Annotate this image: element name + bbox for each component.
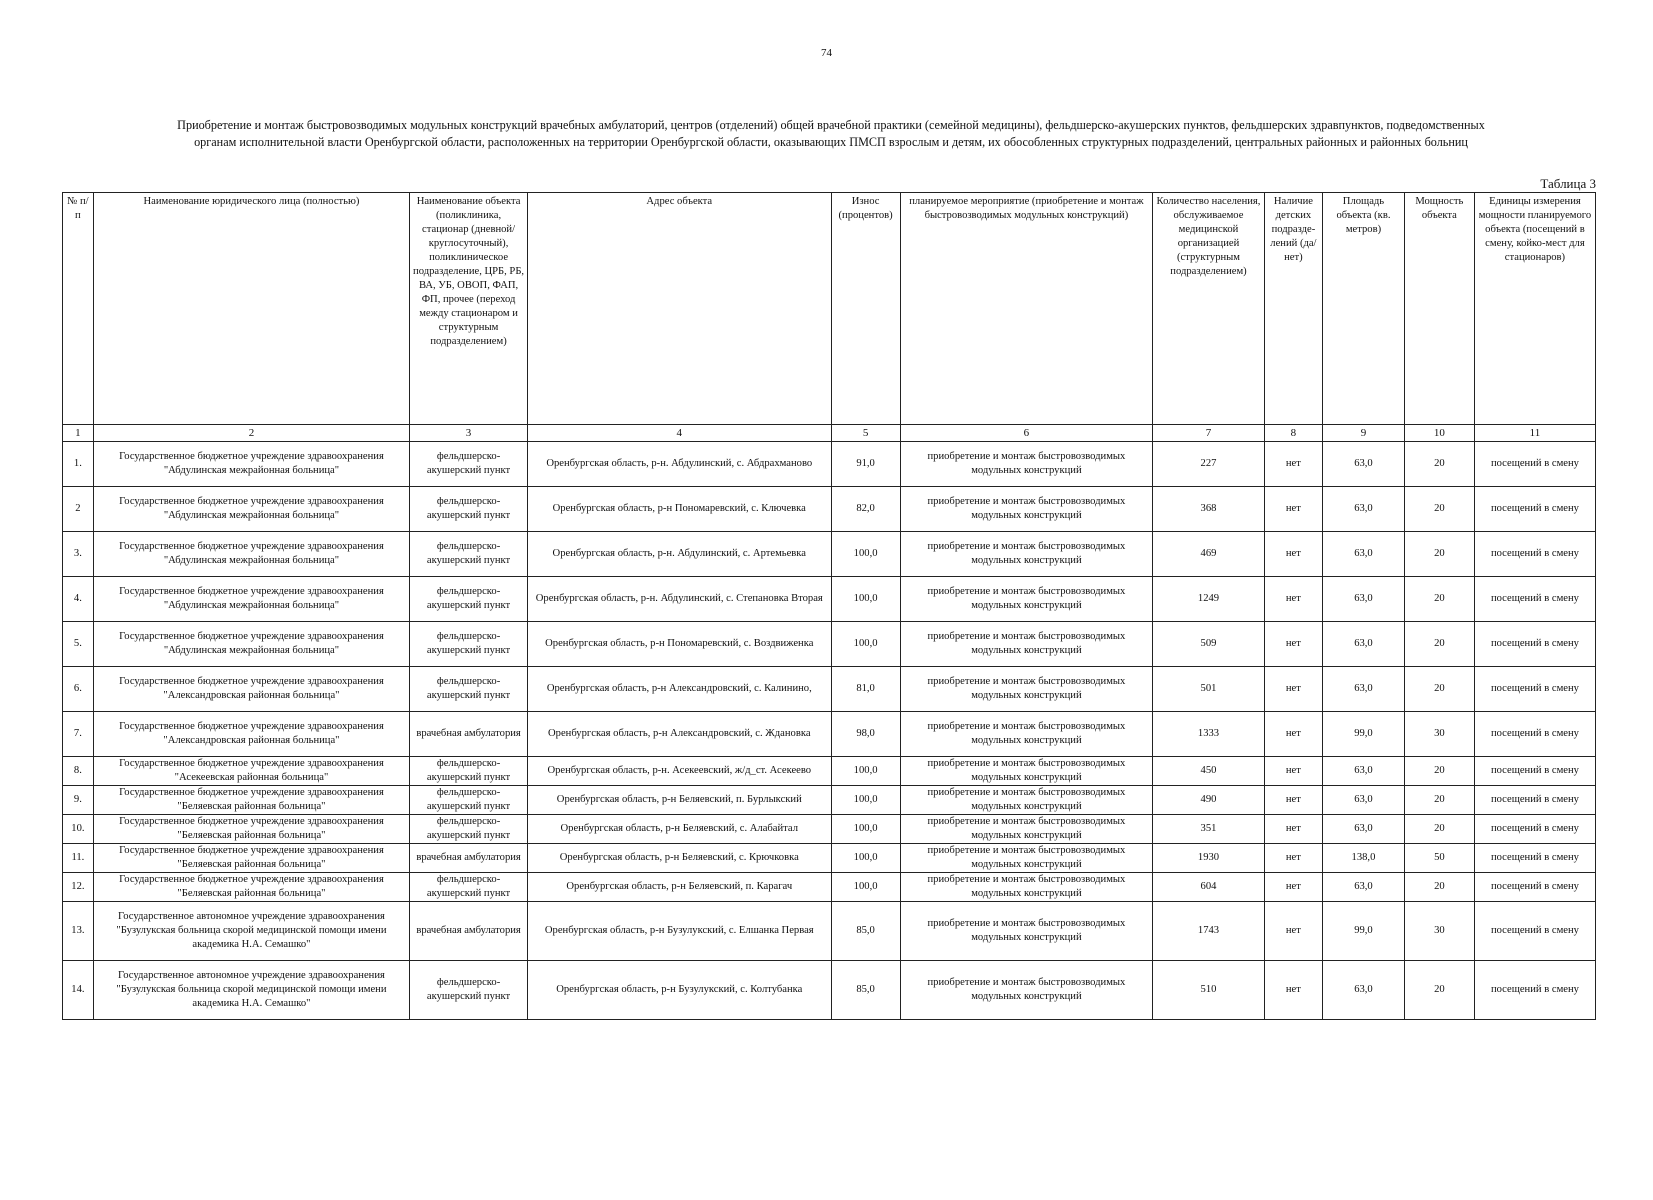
children-units-cell: нет bbox=[1264, 667, 1322, 712]
legal-entity-cell: Государственное бюджетное учреждение здравоохранения "Беляевская районная больница" bbox=[93, 815, 409, 844]
wear-cell: 100,0 bbox=[831, 873, 900, 902]
population-cell: 604 bbox=[1153, 873, 1264, 902]
row-number: 4. bbox=[63, 577, 94, 622]
object-name-cell: фельдшерско-акушерский пункт bbox=[410, 873, 528, 902]
row-number: 9. bbox=[63, 786, 94, 815]
area-cell: 99,0 bbox=[1323, 902, 1405, 961]
capacity-unit-cell: посещений в смену bbox=[1474, 902, 1595, 961]
address-cell: Оренбургская область, р-н. Абдулинский, с. Артемьевка bbox=[527, 532, 831, 577]
legal-entity-cell: Государственное бюджетное учреждение здравоохранения "Абдулинская межрайонная больница" bbox=[93, 442, 409, 487]
capacity-unit-cell: посещений в смену bbox=[1474, 786, 1595, 815]
table-row bbox=[63, 844, 1596, 873]
planned-event-cell: приобретение и монтаж быстровозводимых модульных конструкций bbox=[900, 622, 1153, 667]
table-row bbox=[63, 815, 1596, 844]
table-row bbox=[63, 873, 1596, 902]
address-cell: Оренбургская область, р-н Бузулукский, с. Колтубанка bbox=[527, 961, 831, 1020]
address-cell: Оренбургская область, р-н Бузулукский, с. Елшанка Первая bbox=[527, 902, 831, 961]
column-number: 11 bbox=[1474, 425, 1595, 442]
object-name-cell: фельдшерско-акушерский пункт bbox=[410, 757, 528, 786]
object-name-cell: врачебная амбулатория bbox=[410, 902, 528, 961]
object-name-cell: фельдшерско-акушерский пункт bbox=[410, 667, 528, 712]
legal-entity-cell: Государственное бюджетное учреждение здравоохранения "Беляевская районная больница" bbox=[93, 786, 409, 815]
children-units-cell: нет bbox=[1264, 815, 1322, 844]
table-row bbox=[63, 487, 1596, 532]
row-number: 11. bbox=[63, 844, 94, 873]
wear-cell: 100,0 bbox=[831, 532, 900, 577]
address-cell: Оренбургская область, р-н. Абдулинский, с. Степановка Вторая bbox=[527, 577, 831, 622]
object-name-cell: фельдшерско-акушерский пункт bbox=[410, 442, 528, 487]
population-cell: 368 bbox=[1153, 487, 1264, 532]
page-number: 74 bbox=[821, 47, 832, 59]
wear-cell: 100,0 bbox=[831, 577, 900, 622]
area-cell: 63,0 bbox=[1323, 815, 1405, 844]
row-number: 12. bbox=[63, 873, 94, 902]
object-name-cell: фельдшерско-акушерский пункт bbox=[410, 532, 528, 577]
column-number: 10 bbox=[1404, 425, 1474, 442]
capacity-unit-cell: посещений в смену bbox=[1474, 622, 1595, 667]
row-number: 14. bbox=[63, 961, 94, 1020]
capacity-cell: 20 bbox=[1404, 487, 1474, 532]
capacity-cell: 20 bbox=[1404, 757, 1474, 786]
table-row bbox=[63, 757, 1596, 786]
capacity-unit-cell: посещений в смену bbox=[1474, 712, 1595, 757]
planned-event-cell: приобретение и монтаж быстровозводимых модульных конструкций bbox=[900, 667, 1153, 712]
capacity-cell: 30 bbox=[1404, 902, 1474, 961]
table-row bbox=[63, 532, 1596, 577]
column-number: 1 bbox=[63, 425, 94, 442]
area-cell: 63,0 bbox=[1323, 961, 1405, 1020]
wear-cell: 82,0 bbox=[831, 487, 900, 532]
population-cell: 1333 bbox=[1153, 712, 1264, 757]
table-row bbox=[63, 622, 1596, 667]
planned-event-cell: приобретение и монтаж быстровозводимых модульных конструкций bbox=[900, 873, 1153, 902]
header-capacity: Мощность объекта bbox=[1404, 193, 1474, 425]
header-legal-entity: Наименование юридического лица (полностью) bbox=[93, 193, 409, 425]
population-cell: 1249 bbox=[1153, 577, 1264, 622]
population-cell: 509 bbox=[1153, 622, 1264, 667]
capacity-unit-cell: посещений в смену bbox=[1474, 873, 1595, 902]
capacity-cell: 20 bbox=[1404, 442, 1474, 487]
capacity-cell: 20 bbox=[1404, 873, 1474, 902]
header-planned-event: планируемое мероприятие (приобретение и монтаж быстровозводимых модульных конструкций) bbox=[900, 193, 1153, 425]
header-area: Площадь объекта (кв. метров) bbox=[1323, 193, 1405, 425]
capacity-cell: 20 bbox=[1404, 961, 1474, 1020]
wear-cell: 100,0 bbox=[831, 844, 900, 873]
table-row bbox=[63, 442, 1596, 487]
title-line-1: Приобретение и монтаж быстровозводимых модульных конструкций врачебных амбулаторий, центров (отделений) общей врачебной практики (семейной медицины), фельдшерско-акушерских пунктов, фельдшерских здравпунктов, подведомственных bbox=[177, 118, 1485, 132]
header-children-units: Наличие детских подразде-лений (да/нет) bbox=[1264, 193, 1322, 425]
column-number: 6 bbox=[900, 425, 1153, 442]
planned-event-cell: приобретение и монтаж быстровозводимых модульных конструкций bbox=[900, 786, 1153, 815]
children-units-cell: нет bbox=[1264, 487, 1322, 532]
row-number: 5. bbox=[63, 622, 94, 667]
address-cell: Оренбургская область, р-н. Абдулинский, с. Абдрахманово bbox=[527, 442, 831, 487]
capacity-unit-cell: посещений в смену bbox=[1474, 532, 1595, 577]
column-number: 8 bbox=[1264, 425, 1322, 442]
legal-entity-cell: Государственное бюджетное учреждение здравоохранения "Абдулинская межрайонная больница" bbox=[93, 622, 409, 667]
capacity-cell: 20 bbox=[1404, 577, 1474, 622]
planned-event-cell: приобретение и монтаж быстровозводимых модульных конструкций bbox=[900, 757, 1153, 786]
row-number: 2 bbox=[63, 487, 94, 532]
wear-cell: 100,0 bbox=[831, 757, 900, 786]
capacity-cell: 20 bbox=[1404, 815, 1474, 844]
capacity-cell: 20 bbox=[1404, 667, 1474, 712]
area-cell: 63,0 bbox=[1323, 757, 1405, 786]
address-cell: Оренбургская область, р-н Александровский, с. Калинино, bbox=[527, 667, 831, 712]
address-cell: Оренбургская область, р-н. Асекеевский, ж/д_ст. Асекеево bbox=[527, 757, 831, 786]
column-number: 3 bbox=[410, 425, 528, 442]
children-units-cell: нет bbox=[1264, 757, 1322, 786]
planned-event-cell: приобретение и монтаж быстровозводимых модульных конструкций bbox=[900, 442, 1153, 487]
wear-cell: 81,0 bbox=[831, 667, 900, 712]
facilities-table bbox=[62, 192, 1596, 1020]
table-row bbox=[63, 712, 1596, 757]
legal-entity-cell: Государственное автономное учреждение здравоохранения "Бузулукская больница скорой медицинской помощи имени академика Н.А. Семашко" bbox=[93, 902, 409, 961]
legal-entity-cell: Государственное бюджетное учреждение здравоохранения "Абдулинская межрайонная больница" bbox=[93, 532, 409, 577]
population-cell: 227 bbox=[1153, 442, 1264, 487]
planned-event-cell: приобретение и монтаж быстровозводимых модульных конструкций bbox=[900, 487, 1153, 532]
address-cell: Оренбургская область, р-н Александровский, с. Ждановка bbox=[527, 712, 831, 757]
capacity-unit-cell: посещений в смену bbox=[1474, 487, 1595, 532]
capacity-cell: 20 bbox=[1404, 786, 1474, 815]
address-cell: Оренбургская область, р-н Беляевский, с. Алабайтал bbox=[527, 815, 831, 844]
address-cell: Оренбургская область, р-н Пономаревский, с. Воздвиженка bbox=[527, 622, 831, 667]
area-cell: 99,0 bbox=[1323, 712, 1405, 757]
area-cell: 63,0 bbox=[1323, 577, 1405, 622]
table-caption: Таблица 3 bbox=[1540, 176, 1596, 191]
row-number: 8. bbox=[63, 757, 94, 786]
document-title bbox=[66, 117, 1596, 151]
legal-entity-cell: Государственное бюджетное учреждение здравоохранения "Абдулинская межрайонная больница" bbox=[93, 487, 409, 532]
children-units-cell: нет bbox=[1264, 873, 1322, 902]
planned-event-cell: приобретение и монтаж быстровозводимых модульных конструкций bbox=[900, 844, 1153, 873]
address-cell: Оренбургская область, р-н Беляевский, с. Крючковка bbox=[527, 844, 831, 873]
capacity-unit-cell: посещений в смену bbox=[1474, 577, 1595, 622]
object-name-cell: фельдшерско-акушерский пункт bbox=[410, 487, 528, 532]
wear-cell: 100,0 bbox=[831, 815, 900, 844]
table-row bbox=[63, 961, 1596, 1020]
capacity-unit-cell: посещений в смену bbox=[1474, 844, 1595, 873]
legal-entity-cell: Государственное бюджетное учреждение здравоохранения "Александровская районная больница" bbox=[93, 712, 409, 757]
capacity-unit-cell: посещений в смену bbox=[1474, 757, 1595, 786]
children-units-cell: нет bbox=[1264, 442, 1322, 487]
table-row bbox=[63, 786, 1596, 815]
wear-cell: 98,0 bbox=[831, 712, 900, 757]
table-row bbox=[63, 902, 1596, 961]
area-cell: 63,0 bbox=[1323, 873, 1405, 902]
address-cell: Оренбургская область, р-н Беляевский, п. Бурлыкский bbox=[527, 786, 831, 815]
row-number: 10. bbox=[63, 815, 94, 844]
column-number-row bbox=[63, 425, 1596, 442]
object-name-cell: фельдшерско-акушерский пункт bbox=[410, 577, 528, 622]
row-number: 7. bbox=[63, 712, 94, 757]
population-cell: 1930 bbox=[1153, 844, 1264, 873]
planned-event-cell: приобретение и монтаж быстровозводимых модульных конструкций bbox=[900, 902, 1153, 961]
object-name-cell: фельдшерско-акушерский пункт bbox=[410, 961, 528, 1020]
planned-event-cell: приобретение и монтаж быстровозводимых модульных конструкций bbox=[900, 712, 1153, 757]
children-units-cell: нет bbox=[1264, 902, 1322, 961]
title-line-2: органам исполнительной власти Оренбургской области, расположенных на территории Оренбургской области, оказывающих ПМСП взрослым и детям, их обособленных структурных подразделений, центральных районных и районных больниц bbox=[194, 135, 1468, 149]
population-cell: 510 bbox=[1153, 961, 1264, 1020]
children-units-cell: нет bbox=[1264, 844, 1322, 873]
table-row bbox=[63, 667, 1596, 712]
population-cell: 469 bbox=[1153, 532, 1264, 577]
population-cell: 490 bbox=[1153, 786, 1264, 815]
object-name-cell: врачебная амбулатория bbox=[410, 844, 528, 873]
area-cell: 63,0 bbox=[1323, 442, 1405, 487]
area-cell: 63,0 bbox=[1323, 532, 1405, 577]
row-number: 1. bbox=[63, 442, 94, 487]
column-number: 2 bbox=[93, 425, 409, 442]
table-body bbox=[63, 425, 1596, 1020]
header-address: Адрес объекта bbox=[527, 193, 831, 425]
population-cell: 1743 bbox=[1153, 902, 1264, 961]
wear-cell: 100,0 bbox=[831, 786, 900, 815]
wear-cell: 85,0 bbox=[831, 961, 900, 1020]
population-cell: 501 bbox=[1153, 667, 1264, 712]
object-name-cell: фельдшерско-акушерский пункт bbox=[410, 815, 528, 844]
capacity-cell: 20 bbox=[1404, 622, 1474, 667]
row-number: 6. bbox=[63, 667, 94, 712]
column-number: 4 bbox=[527, 425, 831, 442]
children-units-cell: нет bbox=[1264, 577, 1322, 622]
wear-cell: 100,0 bbox=[831, 622, 900, 667]
population-cell: 450 bbox=[1153, 757, 1264, 786]
object-name-cell: врачебная амбулатория bbox=[410, 712, 528, 757]
row-number: 3. bbox=[63, 532, 94, 577]
legal-entity-cell: Государственное бюджетное учреждение здравоохранения "Беляевская районная больница" bbox=[93, 844, 409, 873]
area-cell: 63,0 bbox=[1323, 786, 1405, 815]
address-cell: Оренбургская область, р-н Пономаревский, с. Ключевка bbox=[527, 487, 831, 532]
population-cell: 351 bbox=[1153, 815, 1264, 844]
header-wear: Износ (процентов) bbox=[831, 193, 900, 425]
header-capacity-unit: Единицы измерения мощности планируемого объекта (посещений в смену, койко-мест для стационаров) bbox=[1474, 193, 1595, 425]
column-number: 9 bbox=[1323, 425, 1405, 442]
area-cell: 63,0 bbox=[1323, 487, 1405, 532]
area-cell: 63,0 bbox=[1323, 667, 1405, 712]
legal-entity-cell: Государственное бюджетное учреждение здравоохранения "Беляевская районная больница" bbox=[93, 873, 409, 902]
legal-entity-cell: Государственное бюджетное учреждение здравоохранения "Асекеевская районная больница" bbox=[93, 757, 409, 786]
wear-cell: 85,0 bbox=[831, 902, 900, 961]
address-cell: Оренбургская область, р-н Беляевский, п. Карагач bbox=[527, 873, 831, 902]
capacity-unit-cell: посещений в смену bbox=[1474, 667, 1595, 712]
header-population: Количество населения, обслуживаемое медицинской организацией (структурным подразделением) bbox=[1153, 193, 1264, 425]
capacity-cell: 20 bbox=[1404, 532, 1474, 577]
children-units-cell: нет bbox=[1264, 961, 1322, 1020]
capacity-unit-cell: посещений в смену bbox=[1474, 442, 1595, 487]
header-number: № п/п bbox=[63, 193, 94, 425]
table-row bbox=[63, 577, 1596, 622]
wear-cell: 91,0 bbox=[831, 442, 900, 487]
row-number: 13. bbox=[63, 902, 94, 961]
capacity-unit-cell: посещений в смену bbox=[1474, 815, 1595, 844]
children-units-cell: нет bbox=[1264, 532, 1322, 577]
planned-event-cell: приобретение и монтаж быстровозводимых модульных конструкций bbox=[900, 532, 1153, 577]
capacity-cell: 50 bbox=[1404, 844, 1474, 873]
legal-entity-cell: Государственное бюджетное учреждение здравоохранения "Абдулинская межрайонная больница" bbox=[93, 577, 409, 622]
area-cell: 138,0 bbox=[1323, 844, 1405, 873]
column-number: 5 bbox=[831, 425, 900, 442]
object-name-cell: фельдшерско-акушерский пункт bbox=[410, 786, 528, 815]
capacity-cell: 30 bbox=[1404, 712, 1474, 757]
area-cell: 63,0 bbox=[1323, 622, 1405, 667]
planned-event-cell: приобретение и монтаж быстровозводимых модульных конструкций bbox=[900, 577, 1153, 622]
children-units-cell: нет bbox=[1264, 622, 1322, 667]
header-row bbox=[63, 193, 1596, 425]
children-units-cell: нет bbox=[1264, 712, 1322, 757]
header-object-name: Наименование объекта (поликлиника, стационар (дневной/круглосуточный), поликлиническое подразделение, ЦРБ, РБ, ВА, УБ, ОВОП, ФАП, ФП, прочее (переход между стационаром и структурным подразделением) bbox=[410, 193, 528, 425]
object-name-cell: фельдшерско-акушерский пункт bbox=[410, 622, 528, 667]
legal-entity-cell: Государственное бюджетное учреждение здравоохранения "Александровская районная больница" bbox=[93, 667, 409, 712]
legal-entity-cell: Государственное автономное учреждение здравоохранения "Бузулукская больница скорой медицинской помощи имени академика Н.А. Семашко" bbox=[93, 961, 409, 1020]
planned-event-cell: приобретение и монтаж быстровозводимых модульных конструкций bbox=[900, 815, 1153, 844]
column-number: 7 bbox=[1153, 425, 1264, 442]
children-units-cell: нет bbox=[1264, 786, 1322, 815]
planned-event-cell: приобретение и монтаж быстровозводимых модульных конструкций bbox=[900, 961, 1153, 1020]
capacity-unit-cell: посещений в смену bbox=[1474, 961, 1595, 1020]
